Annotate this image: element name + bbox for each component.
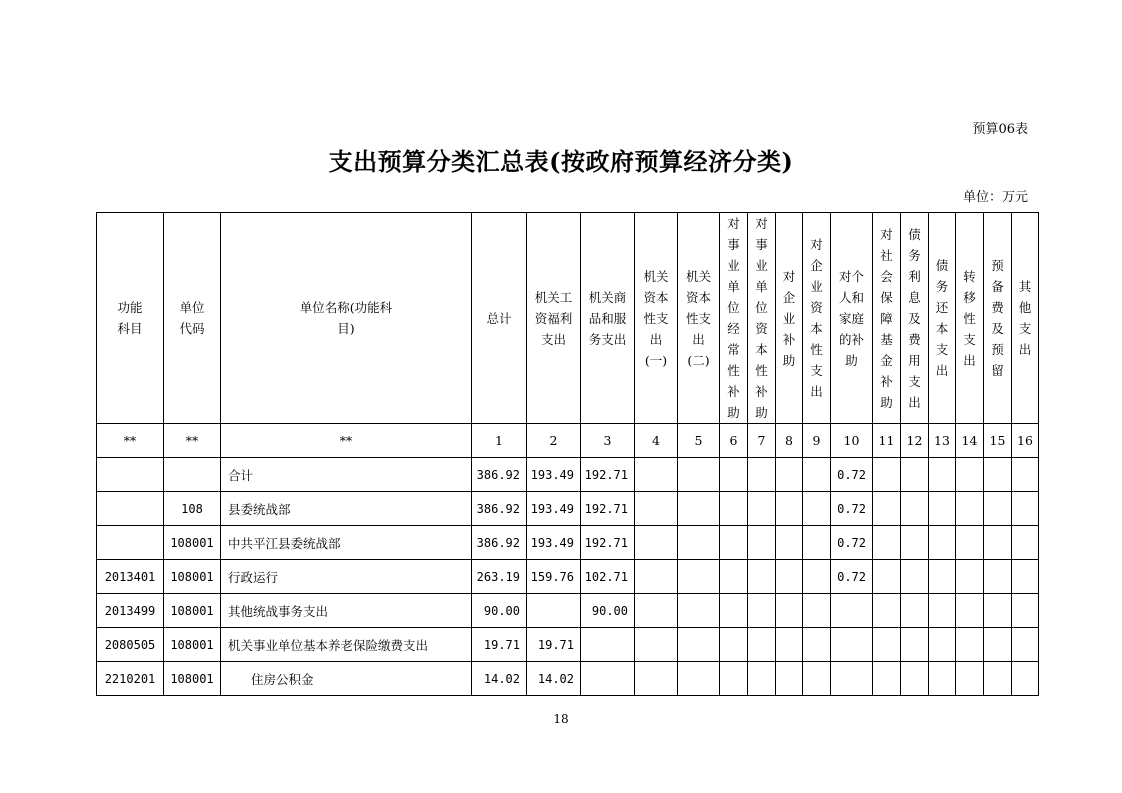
col-header: 功能科目: [97, 213, 164, 424]
empty-cell: [635, 526, 678, 560]
empty-cell: [1012, 458, 1039, 492]
empty-cell: [803, 526, 831, 560]
empty-cell: [678, 662, 720, 696]
empty-cell: [1012, 662, 1039, 696]
empty-cell: [929, 492, 956, 526]
empty-cell: [720, 560, 748, 594]
empty-cell: [803, 458, 831, 492]
empty-cell: [956, 492, 984, 526]
wage-cell: 193.49: [527, 492, 581, 526]
personal-subsidy-cell: 0.72: [831, 560, 873, 594]
empty-cell: [720, 628, 748, 662]
index-cell: **: [221, 424, 472, 458]
empty-cell: [635, 492, 678, 526]
empty-cell: [929, 458, 956, 492]
index-cell: 4: [635, 424, 678, 458]
empty-cell: [1012, 594, 1039, 628]
function-code-cell: [97, 526, 164, 560]
table-row: [97, 662, 1039, 696]
col-header: 对事业单位经常性补助: [720, 213, 748, 424]
table-row: [97, 628, 1039, 662]
empty-cell: [929, 560, 956, 594]
unit-code-cell: 108001: [164, 628, 221, 662]
empty-cell: [984, 594, 1012, 628]
empty-cell: [776, 560, 803, 594]
col-header: 单位代码: [164, 213, 221, 424]
empty-cell: [803, 560, 831, 594]
empty-cell: [901, 662, 929, 696]
col-header: 对企业补助: [776, 213, 803, 424]
col-header: 债务利息及费用支出: [901, 213, 929, 424]
empty-cell: [1012, 492, 1039, 526]
unit-code-cell: 108001: [164, 526, 221, 560]
empty-cell: [678, 526, 720, 560]
empty-cell: [873, 560, 901, 594]
col-header: 对事业单位资本性补助: [748, 213, 776, 424]
index-cell: 14: [956, 424, 984, 458]
empty-cell: [720, 492, 748, 526]
page-number: 18: [553, 712, 569, 726]
col-header: 对企业资本性支出: [803, 213, 831, 424]
unit-name-cell: 其他统战事务支出: [221, 594, 472, 628]
total-cell: 386.92: [472, 458, 527, 492]
empty-cell: [678, 492, 720, 526]
index-cell: 6: [720, 424, 748, 458]
empty-cell: [803, 492, 831, 526]
unit-name-cell: 合计: [221, 458, 472, 492]
index-cell: 3: [581, 424, 635, 458]
col-header: 机关资本性支出(二): [678, 213, 720, 424]
index-cell: 7: [748, 424, 776, 458]
col-header: 对个人和家庭的补助: [831, 213, 873, 424]
empty-cell: [803, 594, 831, 628]
wage-cell: 19.71: [527, 628, 581, 662]
empty-cell: [901, 594, 929, 628]
goods-cell: [581, 628, 635, 662]
empty-cell: [1012, 526, 1039, 560]
empty-cell: [984, 526, 1012, 560]
wage-cell: [527, 594, 581, 628]
empty-cell: [901, 492, 929, 526]
goods-cell: 90.00: [581, 594, 635, 628]
empty-cell: [984, 560, 1012, 594]
index-cell: 13: [929, 424, 956, 458]
header-row: [97, 213, 1039, 424]
empty-cell: [678, 628, 720, 662]
empty-cell: [720, 526, 748, 560]
empty-cell: [901, 526, 929, 560]
wage-cell: 193.49: [527, 526, 581, 560]
total-cell: 263.19: [472, 560, 527, 594]
function-code-cell: [97, 458, 164, 492]
empty-cell: [956, 526, 984, 560]
wage-cell: 159.76: [527, 560, 581, 594]
data-rows: [97, 458, 1039, 696]
wage-cell: 14.02: [527, 662, 581, 696]
goods-cell: 192.71: [581, 458, 635, 492]
empty-cell: [873, 594, 901, 628]
empty-cell: [984, 458, 1012, 492]
page-title: 支出预算分类汇总表(按政府预算经济分类): [328, 147, 794, 176]
empty-cell: [929, 662, 956, 696]
empty-cell: [929, 628, 956, 662]
empty-cell: [635, 560, 678, 594]
col-header: 债务还本支出: [929, 213, 956, 424]
unit-label: 单位：万元: [962, 190, 1028, 205]
empty-cell: [720, 594, 748, 628]
empty-cell: [929, 526, 956, 560]
empty-cell: [635, 458, 678, 492]
index-cell: 11: [873, 424, 901, 458]
empty-cell: [901, 458, 929, 492]
unit-name-cell: 中共平江县委统战部: [221, 526, 472, 560]
unit-name-cell: 县委统战部: [221, 492, 472, 526]
empty-cell: [873, 662, 901, 696]
unit-name-cell: 机关事业单位基本养老保险缴费支出: [221, 628, 472, 662]
personal-subsidy-cell: 0.72: [831, 492, 873, 526]
empty-cell: [873, 492, 901, 526]
col-header: 单位名称(功能科目): [221, 213, 472, 424]
empty-cell: [748, 458, 776, 492]
personal-subsidy-cell: [831, 594, 873, 628]
index-cell: 12: [901, 424, 929, 458]
index-cell: **: [164, 424, 221, 458]
empty-cell: [720, 662, 748, 696]
empty-cell: [748, 492, 776, 526]
col-header: 预备费及预留: [984, 213, 1012, 424]
index-cell: 8: [776, 424, 803, 458]
empty-cell: [635, 662, 678, 696]
goods-cell: 192.71: [581, 526, 635, 560]
empty-cell: [748, 662, 776, 696]
wage-cell: 193.49: [527, 458, 581, 492]
empty-cell: [873, 628, 901, 662]
goods-cell: 192.71: [581, 492, 635, 526]
empty-cell: [678, 594, 720, 628]
index-cell: 10: [831, 424, 873, 458]
empty-cell: [678, 458, 720, 492]
index-cell: 15: [984, 424, 1012, 458]
empty-cell: [748, 526, 776, 560]
personal-subsidy-cell: 0.72: [831, 458, 873, 492]
goods-cell: 102.71: [581, 560, 635, 594]
col-header: 对社会保障基金补助: [873, 213, 901, 424]
empty-cell: [720, 458, 748, 492]
unit-code-cell: 108: [164, 492, 221, 526]
total-cell: 386.92: [472, 492, 527, 526]
empty-cell: [929, 594, 956, 628]
goods-cell: [581, 662, 635, 696]
col-header: 机关商品和服务支出: [581, 213, 635, 424]
index-row: [97, 424, 1039, 458]
col-header: 机关工资福利支出: [527, 213, 581, 424]
empty-cell: [748, 628, 776, 662]
function-code-cell: 2210201: [97, 662, 164, 696]
empty-cell: [803, 662, 831, 696]
empty-cell: [803, 628, 831, 662]
empty-cell: [635, 594, 678, 628]
index-cell: 16: [1012, 424, 1039, 458]
empty-cell: [776, 662, 803, 696]
total-cell: 19.71: [472, 628, 527, 662]
empty-cell: [776, 492, 803, 526]
empty-cell: [635, 628, 678, 662]
total-cell: 90.00: [472, 594, 527, 628]
empty-cell: [956, 560, 984, 594]
personal-subsidy-cell: 0.72: [831, 526, 873, 560]
col-header: 总计: [472, 213, 527, 424]
index-cell: 9: [803, 424, 831, 458]
empty-cell: [1012, 628, 1039, 662]
empty-cell: [956, 594, 984, 628]
function-code-cell: 2013499: [97, 594, 164, 628]
empty-cell: [984, 662, 1012, 696]
index-cell: 5: [678, 424, 720, 458]
col-header: 其他支出: [1012, 213, 1039, 424]
empty-cell: [776, 526, 803, 560]
index-cell: 2: [527, 424, 581, 458]
empty-cell: [776, 628, 803, 662]
table-row: [97, 594, 1039, 628]
empty-cell: [873, 458, 901, 492]
empty-cell: [748, 560, 776, 594]
table-row: [97, 560, 1039, 594]
table-number: 预算06表: [972, 122, 1028, 137]
unit-name-cell: 住房公积金: [221, 662, 472, 696]
empty-cell: [901, 560, 929, 594]
empty-cell: [776, 458, 803, 492]
index-cell: **: [97, 424, 164, 458]
function-code-cell: 2013401: [97, 560, 164, 594]
empty-cell: [873, 526, 901, 560]
empty-cell: [678, 560, 720, 594]
table-row: [97, 526, 1039, 560]
empty-cell: [984, 628, 1012, 662]
unit-code-cell: 108001: [164, 560, 221, 594]
unit-code-cell: 108001: [164, 662, 221, 696]
budget-table: [96, 212, 1039, 696]
empty-cell: [984, 492, 1012, 526]
empty-cell: [956, 662, 984, 696]
col-header: 机关资本性支出(一): [635, 213, 678, 424]
empty-cell: [901, 628, 929, 662]
function-code-cell: [97, 492, 164, 526]
table-row: [97, 492, 1039, 526]
table-row: [97, 458, 1039, 492]
empty-cell: [776, 594, 803, 628]
empty-cell: [956, 458, 984, 492]
unit-name-cell: 行政运行: [221, 560, 472, 594]
personal-subsidy-cell: [831, 628, 873, 662]
unit-code-cell: 108001: [164, 594, 221, 628]
unit-code-cell: [164, 458, 221, 492]
personal-subsidy-cell: [831, 662, 873, 696]
col-header: 转移性支出: [956, 213, 984, 424]
index-cell: 1: [472, 424, 527, 458]
empty-cell: [956, 628, 984, 662]
total-cell: 14.02: [472, 662, 527, 696]
empty-cell: [748, 594, 776, 628]
function-code-cell: 2080505: [97, 628, 164, 662]
empty-cell: [1012, 560, 1039, 594]
total-cell: 386.92: [472, 526, 527, 560]
